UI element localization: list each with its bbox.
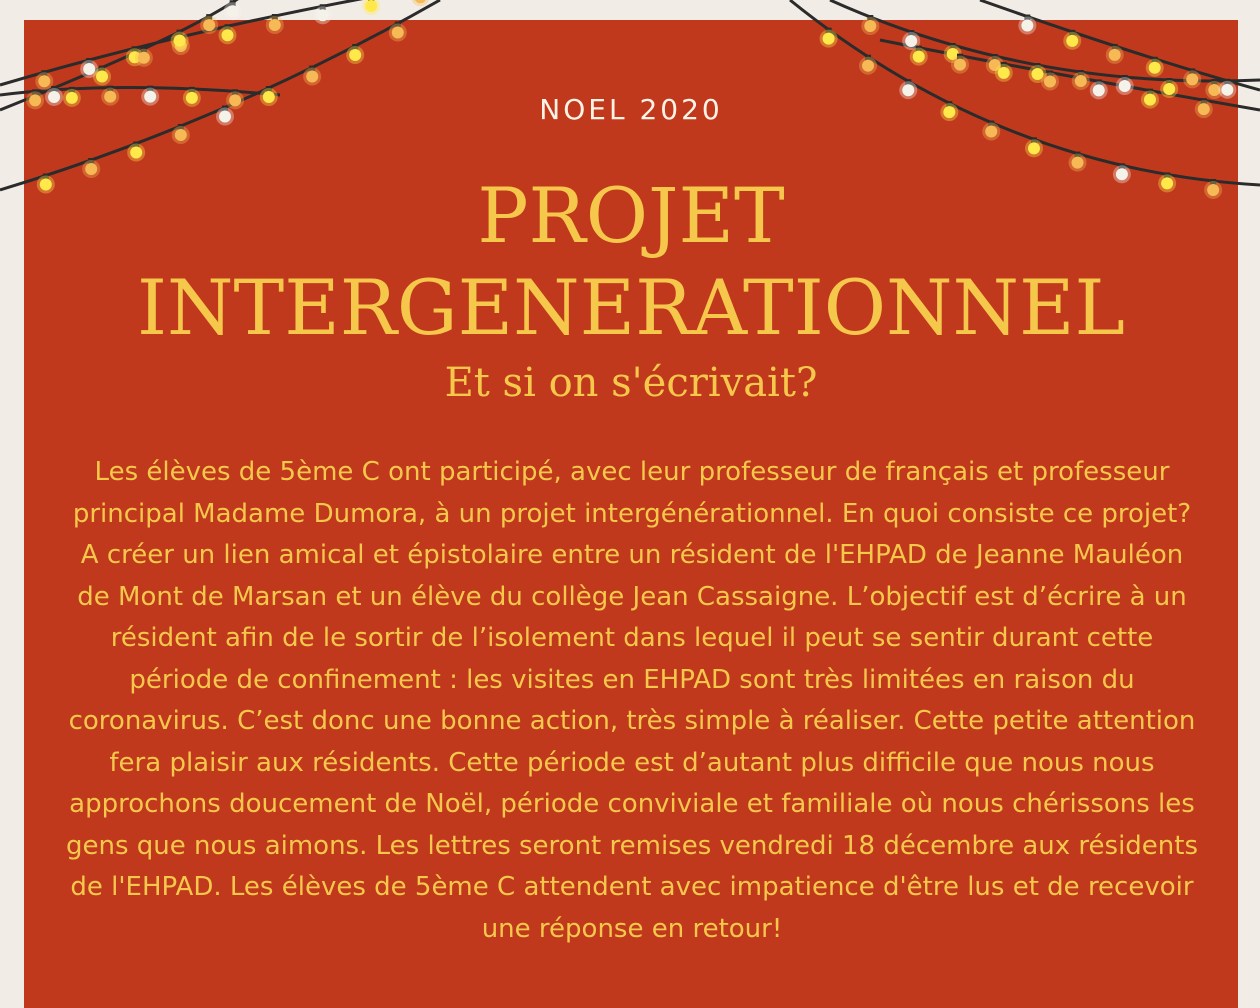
kicker-text: NOEL 2020 <box>539 93 723 126</box>
bulb-glow <box>362 0 380 15</box>
bulb-socket <box>320 4 326 10</box>
subtitle: Et si on s'écrivait? <box>444 360 818 406</box>
title-line-2: INTERGENERATIONNEL <box>137 263 1125 352</box>
light-bulb <box>414 0 426 3</box>
bulb-socket <box>368 0 374 1</box>
bulb-socket <box>230 0 236 6</box>
article-body: Les élèves de 5ème C ont participé, avec leur professeur de français et professeur principal Madame Dumora, à un projet intergénérationnel. En quoi consiste ce projet? A créer un lien amical et épistolaire entre un résident de l'EHPAD de Jeanne Mauléon de Mont de Marsan et un élève du collège Jean Cassaigne. L’objectif est d’écrire à un résident afin de le sortir de l’isolement dans lequel il peut se sentir durant cette période de confinement : les visites en EHPAD sont très limitées en raison du coronavirus. C’est donc une bonne action, très simple à réaliser. Cette petite attention fera plaisir aux résidents. Cette période est d’autant plus difficile que nous nous approchons doucement de Noël, période conviviale et familiale où nous chérissons les gens que nous aimons. Les lettres seront remises vendredi 18 décembre aux résidents de l'EHPAD. Les élèves de 5ème C attendent avec impatience d'être lus et de recevoir une réponse en retour! <box>65 457 1199 944</box>
light-bulb <box>227 5 239 17</box>
light-bulb <box>365 0 377 12</box>
title-line-1: PROJET <box>477 171 785 260</box>
bulb-glow <box>411 0 429 6</box>
bulb-glow <box>224 2 242 20</box>
page-title <box>24 170 1238 354</box>
